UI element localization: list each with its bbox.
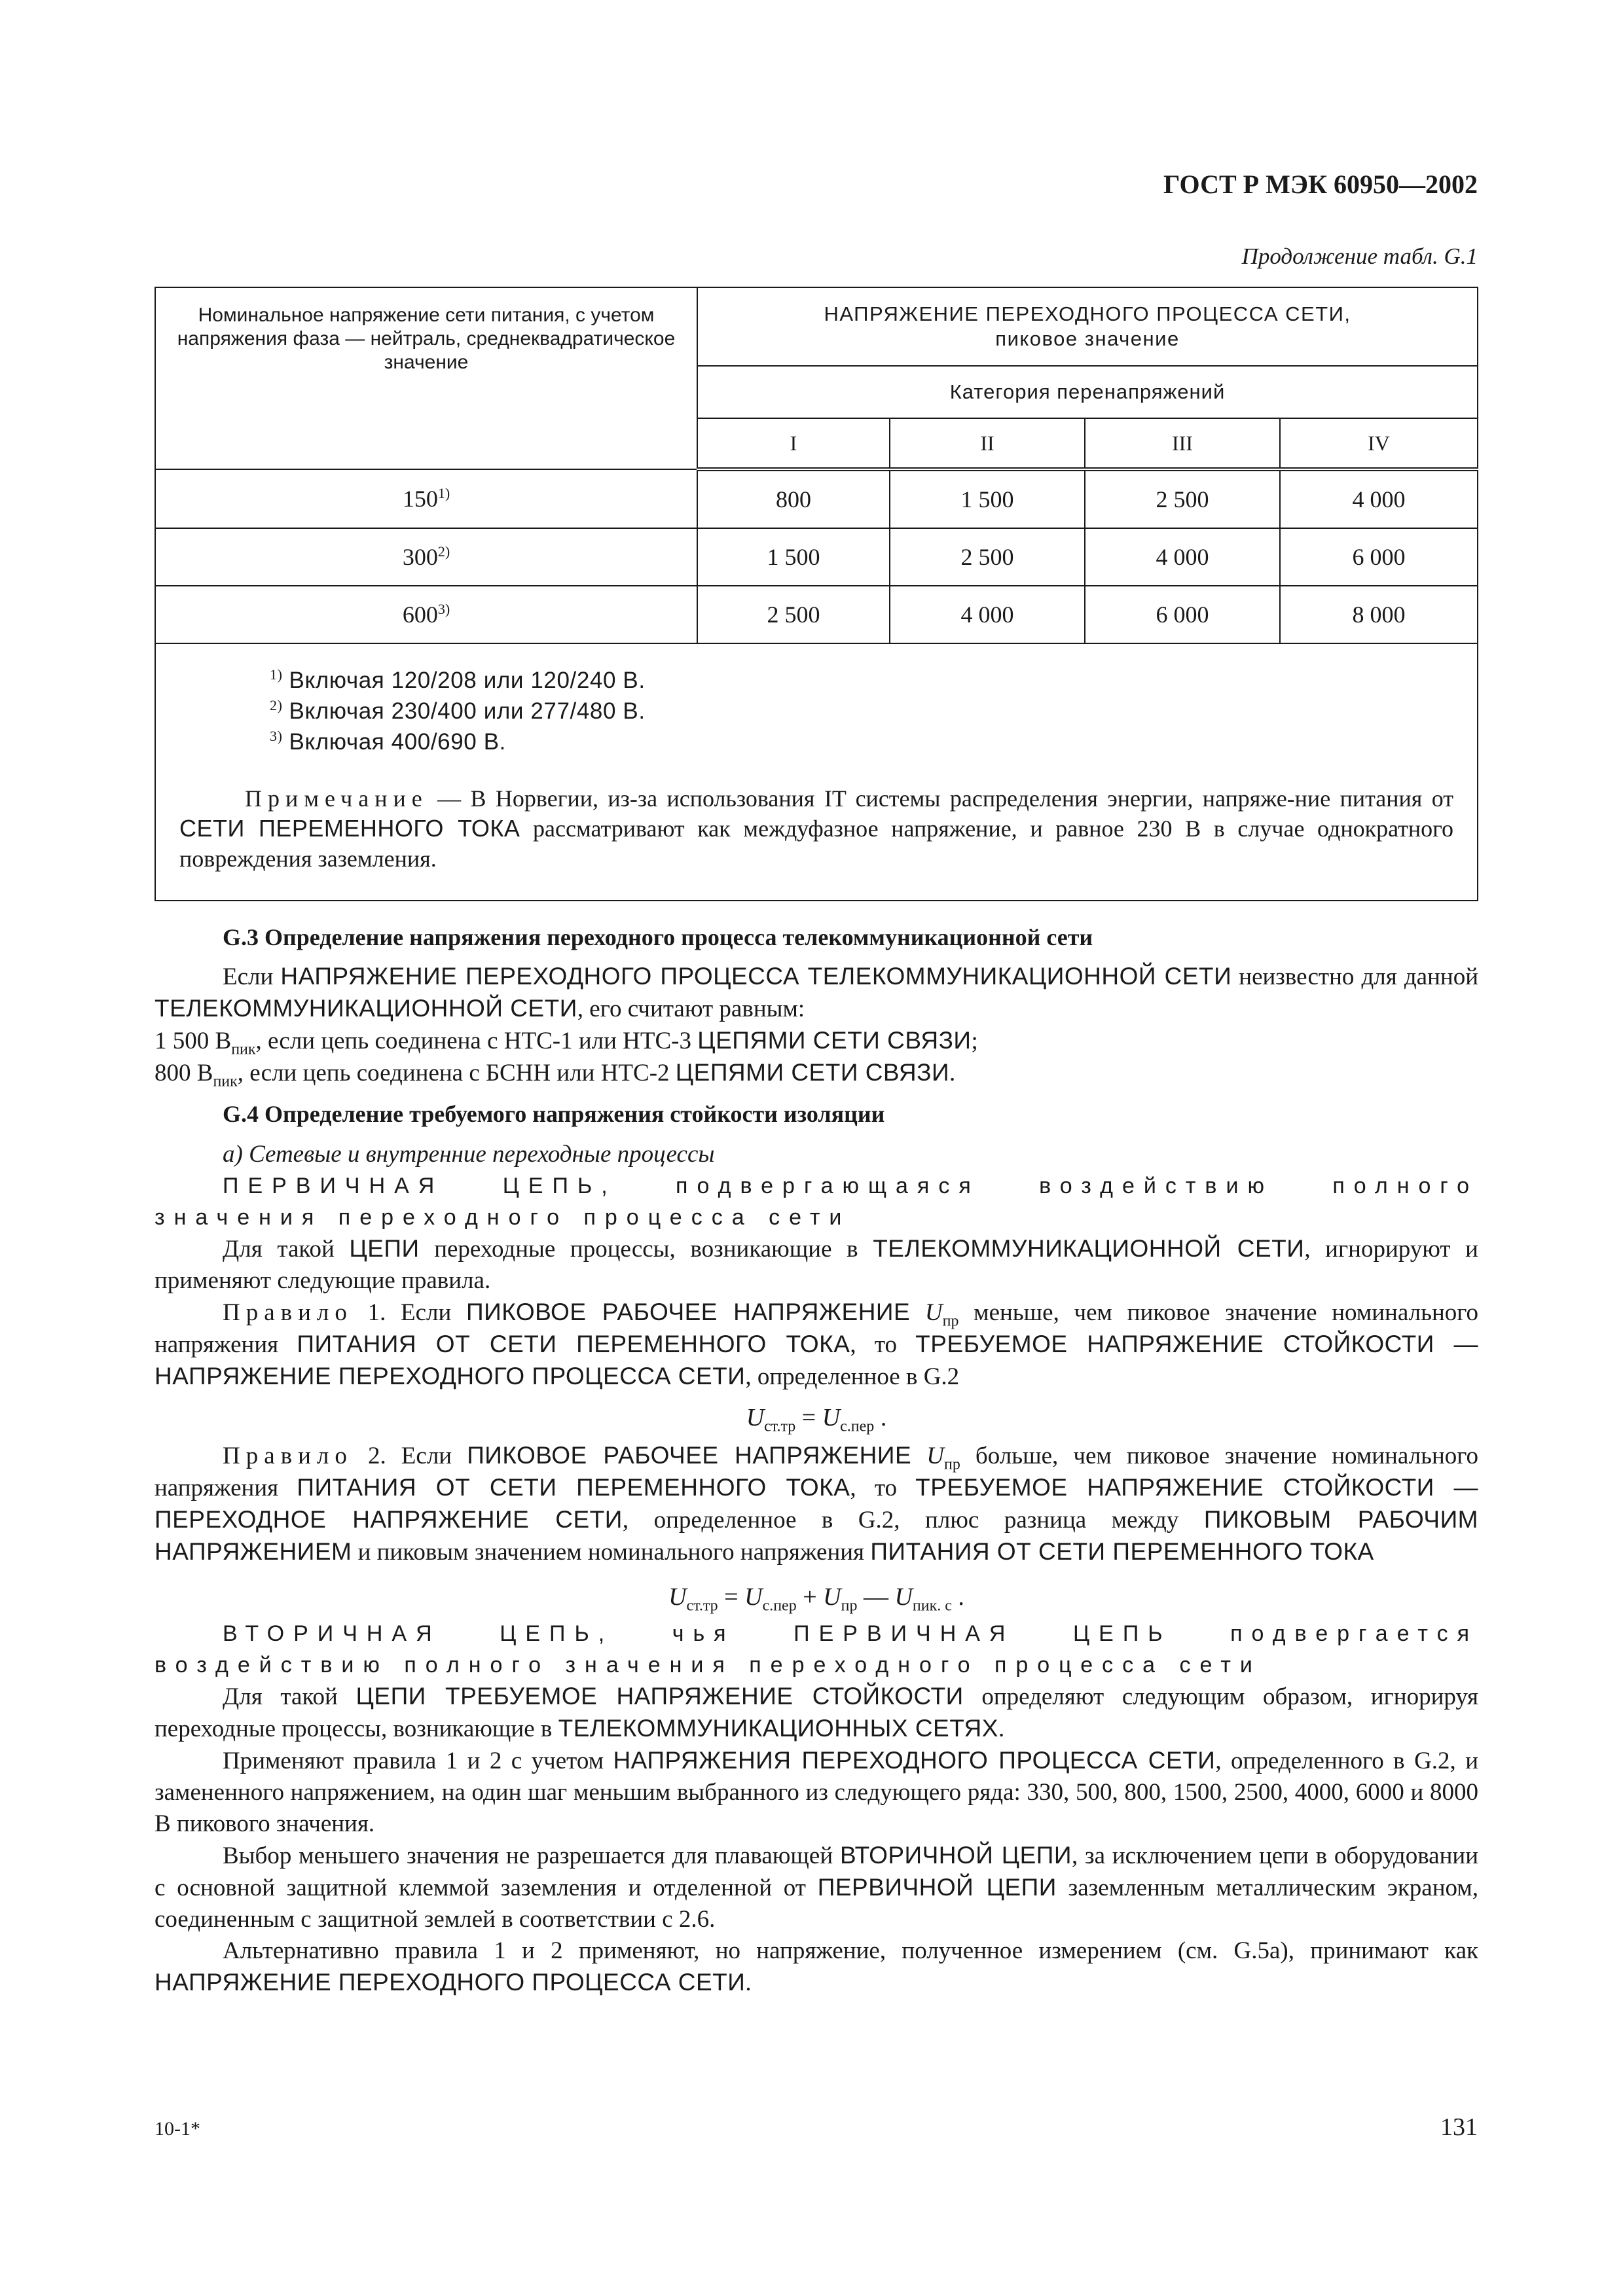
value-cell: 1 500	[697, 528, 890, 586]
rule-1: Правило 1. Если ПИКОВОЕ РАБОЧЕЕ НАПРЯЖЕНИЕ $U_{пр}$ меньше, чем пиковое значение номинального напряжения ПИТАНИЯ ОТ СЕТИ ПЕРЕМЕННОГО ТОКА, то ТРЕБУЕМОЕ НАПРЯЖЕНИЕ СТОЙКОСТИ — НАПРЯЖЕНИЕ ПЕРЕХОДНОГО ПРОЦЕССА СЕТИ, определенное в G.2	[155, 1299, 1479, 1390]
primary-circuit-heading: ПЕРВИЧНАЯ ЦЕПЬ, подвергающаяся воздействию полного значения переходного процесса сети	[155, 1174, 1478, 1230]
category-ii: II	[890, 418, 1085, 469]
category-i: I	[697, 418, 890, 469]
category-iii: III	[1085, 418, 1280, 469]
paragraph: Альтернативно правила 1 и 2 применяют, но напряжение, полученное измерением (см. G.5а), принимают как НАПРЯЖЕНИЕ ПЕРЕХОДНОГО ПРОЦЕССА СЕТИ.	[155, 1937, 1478, 1996]
paragraph: Для такой ЦЕПИ ТРЕБУЕМОЕ НАПРЯЖЕНИЕ СТОЙКОСТИ определяют следующим образом, игнорируя переходные процессы, возникающие в ТЕЛЕКОММУНИКАЦИОННЫХ СЕТЯХ.	[155, 1683, 1478, 1742]
voltage-cell: 600$^{3)}$	[155, 586, 697, 643]
value-cell: 8 000	[1280, 586, 1478, 643]
section-g3	[155, 922, 1478, 1999]
column-group-header	[697, 287, 1478, 366]
category-header: Категория перенапряжений	[697, 366, 1478, 418]
column-header-nominal-voltage: Номинальное напряжение сети питания, с учетом напряжения фаза — нейтраль, среднеквадратическое значение	[155, 287, 697, 469]
table-row	[155, 528, 1478, 586]
table-row	[155, 586, 1478, 643]
value-cell: 4 000	[890, 586, 1085, 643]
value-cell: 4 000	[1280, 469, 1478, 528]
value-cell: 1 500	[890, 469, 1085, 528]
page-number: 131	[1440, 2113, 1478, 2141]
table-caption: Продолжение табл. G.1	[1241, 243, 1478, 269]
table-note: Примечание — В Норвегии, из-за использования IT системы распределения энергии, напряже-ние питания от СЕТИ ПЕРЕМЕННОГО ТОКА рассматривают как междуфазное напряжение, и равное 230 В в случае однократного повреждения заземления.	[179, 785, 1454, 872]
category-iv: IV	[1280, 418, 1478, 469]
rule-2: Правило 2. Если ПИКОВОЕ РАБОЧЕЕ НАПРЯЖЕНИЕ $U_{пр}$ больше, чем пиковое значение номинального напряжения ПИТАНИЯ ОТ СЕТИ ПЕРЕМЕННОГО ТОКА, то ТРЕБУЕМОЕ НАПРЯЖЕНИЕ СТОЙКОСТИ — ПЕРЕХОДНОЕ НАПРЯЖЕНИЕ СЕТИ, определенное в G.2, плюс разница между ПИКОВЫМ РАБОЧИМ НАПРЯЖЕНИЕМ и пиковым значением номинального напряжения ПИТАНИЯ ОТ СЕТИ ПЕРЕМЕННОГО ТОКА	[155, 1442, 1479, 1566]
document-id: ГОСТ Р МЭК 60950—2002	[1163, 170, 1478, 199]
paragraph: Для такой ЦЕПИ переходные процессы, возникающие в ТЕЛЕКОММУНИКАЦИОННОЙ СЕТИ, игнорируют и применяют следующие правила.	[155, 1235, 1478, 1294]
value-cell: 2 500	[1085, 469, 1280, 528]
formula-2: $U_{ст.тр} = U_{с.пер} + U_{пр}$ — $U_{пик. с}$ .	[668, 1583, 964, 1615]
voltage-cell: 150$^{1)}$	[155, 469, 697, 528]
section-title-g3: G.3 Определение напряжения переходного процесса телекоммуникационной сети	[223, 924, 1093, 950]
footnote: $^{2)}$ Включая 230/400 или 277/480 В.	[270, 697, 646, 724]
footnote: $^{1)}$ Включая 120/208 или 120/240 В.	[270, 666, 646, 693]
value-cell: 6 000	[1280, 528, 1478, 586]
list-item: 800 $В_{пик}$, если цепь соединена с БСНН или НТС-2 ЦЕПЯМИ СЕТИ СВЯЗИ.	[155, 1059, 956, 1090]
formula-1: $U_{ст.тр} = U_{с.пер}$ .	[746, 1404, 887, 1435]
list-item: 1 500 $В_{пик}$, если цепь соединена с НТС-1 или НТС-3 ЦЕПЯМИ СЕТИ СВЯЗИ;	[155, 1027, 978, 1058]
subsection-a: а) Сетевые и внутренние переходные процессы	[223, 1141, 715, 1168]
paragraph: Если НАПРЯЖЕНИЕ ПЕРЕХОДНОГО ПРОЦЕССА ТЕЛЕКОММУНИКАЦИОННОЙ СЕТИ неизвестно для данной ТЕЛЕКОММУНИКАЦИОННОЙ СЕТИ, его считают равным:	[155, 963, 1478, 1022]
value-cell: 2 500	[890, 528, 1085, 586]
table-notes	[155, 643, 1478, 901]
secondary-circuit-heading: ВТОРИЧНАЯ ЦЕПЬ, чья ПЕРВИЧНАЯ ЦЕПЬ подвергается воздействию полного значения переходного процесса сети	[155, 1621, 1478, 1677]
value-cell: 2 500	[697, 586, 890, 643]
section-title-g4: G.4 Определение требуемого напряжения стойкости изоляции	[223, 1101, 885, 1127]
print-mark: 10-1*	[155, 2118, 200, 2140]
group-header-line1: НАПРЯЖЕНИЕ ПЕРЕХОДНОГО ПРОЦЕССА СЕТИ,	[824, 302, 1351, 325]
footnote: $^{3)}$ Включая 400/690 В.	[270, 728, 506, 755]
value-cell: 800	[697, 469, 890, 528]
value-cell: 6 000	[1085, 586, 1280, 643]
paragraph: Выбор меньшего значения не разрешается для плавающей ВТОРИЧНОЙ ЦЕПИ, за исключением цепи в оборудовании с основной защитной клеммой заземления и отделенной от ПЕРВИЧНОЙ ЦЕПИ заземленным металлическим экраном, соединенным с защитной землей в соответствии с 2.6.	[155, 1842, 1478, 1933]
paragraph: Применяют правила 1 и 2 с учетом НАПРЯЖЕНИЯ ПЕРЕХОДНОГО ПРОЦЕССА СЕТИ, определенного в G.2, и замененного напряжением, на один шаг меньшим выбранного из следующего ряда: 330, 500, 800, 1500, 2500, 4000, 6000 и 8000 В пикового значения.	[155, 1747, 1479, 1837]
table-g1	[155, 287, 1478, 901]
table-row	[155, 469, 1478, 528]
group-header-line2: пиковое значение	[995, 327, 1180, 350]
value-cell: 4 000	[1085, 528, 1280, 586]
voltage-cell: 300$^{2)}$	[155, 528, 697, 586]
